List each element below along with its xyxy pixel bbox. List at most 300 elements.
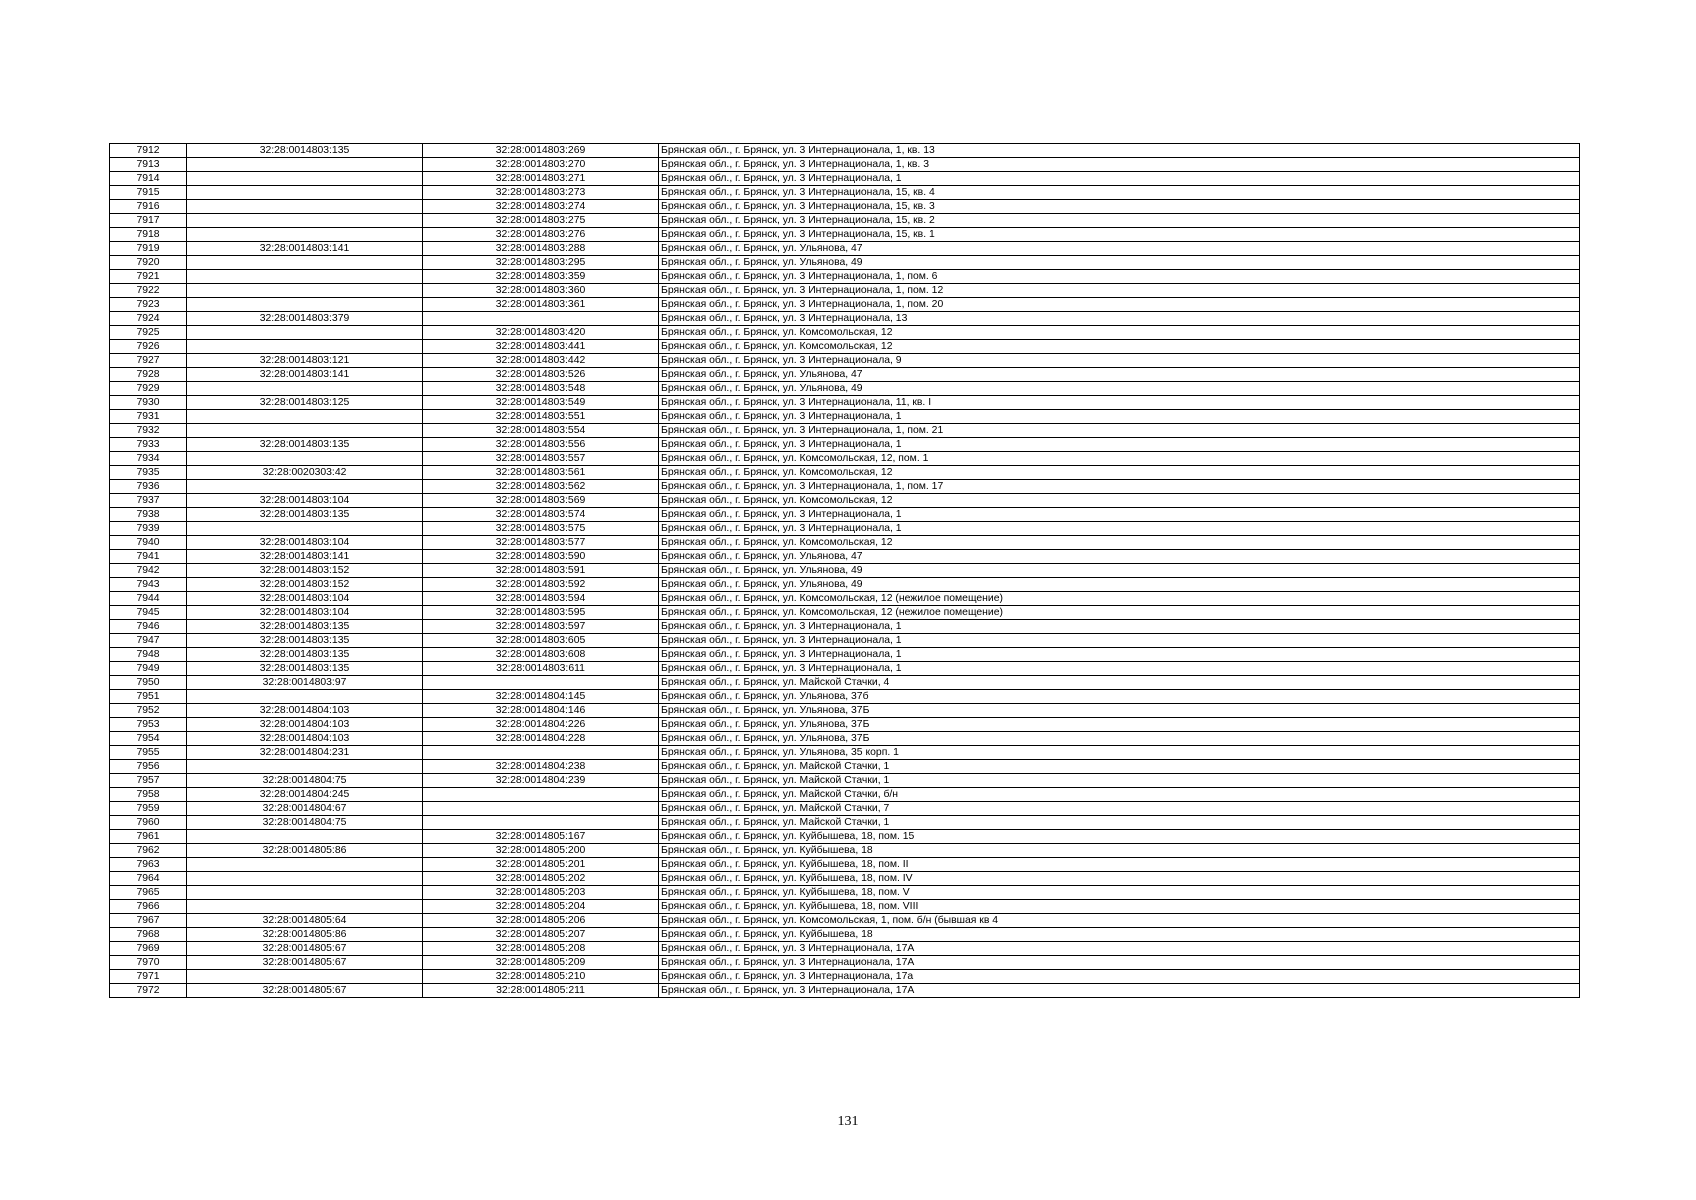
address-cell: Брянская обл., г. Брянск, ул. Ульянова, 49: [659, 564, 1580, 578]
parcel-number-cell: 32:28:0014804:67: [187, 802, 423, 816]
object-number-cell: 32:28:0014805:210: [423, 970, 659, 984]
row-number-cell: 7919: [110, 242, 187, 256]
parcel-number-cell: 32:28:0014805:86: [187, 928, 423, 942]
object-number-cell: 32:28:0014803:551: [423, 410, 659, 424]
table-row: [110, 564, 1580, 578]
table-row: [110, 186, 1580, 200]
object-number-cell: 32:28:0014803:276: [423, 228, 659, 242]
table-row: [110, 536, 1580, 550]
row-number-cell: 7963: [110, 858, 187, 872]
table-row: [110, 592, 1580, 606]
parcel-number-cell: [187, 872, 423, 886]
object-number-cell: 32:28:0014803:611: [423, 662, 659, 676]
parcel-number-cell: 32:28:0014805:67: [187, 942, 423, 956]
table-row: [110, 970, 1580, 984]
address-cell: Брянская обл., г. Брянск, ул. Куйбышева, 18, пом. II: [659, 858, 1580, 872]
table-row: [110, 256, 1580, 270]
address-cell: Брянская обл., г. Брянск, ул. 3 Интернационала, 15, кв. 1: [659, 228, 1580, 242]
row-number-cell: 7926: [110, 340, 187, 354]
table-row: [110, 732, 1580, 746]
object-number-cell: 32:28:0014803:271: [423, 172, 659, 186]
address-cell: Брянская обл., г. Брянск, ул. Куйбышева, 18, пом. V: [659, 886, 1580, 900]
table-row: [110, 886, 1580, 900]
address-cell: Брянская обл., г. Брянск, ул. 3 Интернационала, 17А: [659, 956, 1580, 970]
parcel-number-cell: 32:28:0014803:135: [187, 620, 423, 634]
parcel-number-cell: 32:28:0014804:103: [187, 718, 423, 732]
address-cell: Брянская обл., г. Брянск, ул. Ульянова, 37б: [659, 690, 1580, 704]
address-cell: Брянская обл., г. Брянск, ул. Ульянова, 35 корп. 1: [659, 746, 1580, 760]
parcel-number-cell: 32:28:0014803:104: [187, 494, 423, 508]
table-row: [110, 788, 1580, 802]
address-cell: Брянская обл., г. Брянск, ул. Ульянова, 37Б: [659, 718, 1580, 732]
row-number-cell: 7942: [110, 564, 187, 578]
address-cell: Брянская обл., г. Брянск, ул. 3 Интернационала, 17а: [659, 970, 1580, 984]
parcel-number-cell: [187, 760, 423, 774]
address-cell: Брянская обл., г. Брянск, ул. Майской Стачки, 4: [659, 676, 1580, 690]
parcel-number-cell: [187, 228, 423, 242]
object-number-cell: 32:28:0014805:204: [423, 900, 659, 914]
table-row: [110, 340, 1580, 354]
object-number-cell: 32:28:0014803:597: [423, 620, 659, 634]
row-number-cell: 7922: [110, 284, 187, 298]
address-cell: Брянская обл., г. Брянск, ул. Куйбышева, 18, пом. VIII: [659, 900, 1580, 914]
registry-table: [109, 143, 1580, 998]
address-cell: Брянская обл., г. Брянск, ул. Комсомольская, 12 (нежилое помещение): [659, 606, 1580, 620]
table-row: [110, 802, 1580, 816]
table-row: [110, 956, 1580, 970]
parcel-number-cell: [187, 690, 423, 704]
parcel-number-cell: 32:28:0014805:86: [187, 844, 423, 858]
parcel-number-cell: [187, 900, 423, 914]
address-cell: Брянская обл., г. Брянск, ул. 3 Интернационала, 1: [659, 620, 1580, 634]
address-cell: Брянская обл., г. Брянск, ул. 3 Интернационала, 1: [659, 648, 1580, 662]
object-number-cell: 32:28:0014805:208: [423, 942, 659, 956]
parcel-number-cell: 32:28:0014803:152: [187, 564, 423, 578]
object-number-cell: 32:28:0014803:441: [423, 340, 659, 354]
parcel-number-cell: [187, 270, 423, 284]
row-number-cell: 7937: [110, 494, 187, 508]
parcel-number-cell: [187, 424, 423, 438]
parcel-number-cell: 32:28:0014803:104: [187, 536, 423, 550]
parcel-number-cell: [187, 970, 423, 984]
address-cell: Брянская обл., г. Брянск, ул. 3 Интернационала, 1, пом. 20: [659, 298, 1580, 312]
parcel-number-cell: 32:28:0014804:245: [187, 788, 423, 802]
table-row: [110, 368, 1580, 382]
parcel-number-cell: 32:28:0014803:135: [187, 648, 423, 662]
object-number-cell: 32:28:0014803:275: [423, 214, 659, 228]
row-number-cell: 7966: [110, 900, 187, 914]
parcel-number-cell: [187, 858, 423, 872]
table-row: [110, 676, 1580, 690]
row-number-cell: 7941: [110, 550, 187, 564]
address-cell: Брянская обл., г. Брянск, ул. Ульянова, 37Б: [659, 732, 1580, 746]
row-number-cell: 7958: [110, 788, 187, 802]
object-number-cell: 32:28:0014803:273: [423, 186, 659, 200]
table-row: [110, 200, 1580, 214]
table-row: [110, 634, 1580, 648]
parcel-number-cell: 32:28:0014804:103: [187, 704, 423, 718]
parcel-number-cell: 32:28:0014803:97: [187, 676, 423, 690]
object-number-cell: 32:28:0014805:207: [423, 928, 659, 942]
parcel-number-cell: [187, 158, 423, 172]
address-cell: Брянская обл., г. Брянск, ул. 3 Интернационала, 1: [659, 438, 1580, 452]
row-number-cell: 7951: [110, 690, 187, 704]
parcel-number-cell: [187, 326, 423, 340]
object-number-cell: 32:28:0014804:226: [423, 718, 659, 732]
object-number-cell: 32:28:0014803:590: [423, 550, 659, 564]
parcel-number-cell: [187, 340, 423, 354]
table-row: [110, 452, 1580, 466]
parcel-number-cell: [187, 200, 423, 214]
address-cell: Брянская обл., г. Брянск, ул. 3 Интернационала, 1, кв. 3: [659, 158, 1580, 172]
object-number-cell: 32:28:0014803:269: [423, 144, 659, 158]
address-cell: Брянская обл., г. Брянск, ул. Ульянова, 37Б: [659, 704, 1580, 718]
parcel-number-cell: 32:28:0014803:379: [187, 312, 423, 326]
address-cell: Брянская обл., г. Брянск, ул. 3 Интернационала, 15, кв. 2: [659, 214, 1580, 228]
table-row: [110, 354, 1580, 368]
address-cell: Брянская обл., г. Брянск, ул. Комсомольская, 1, пом. б/н (бывшая кв 4: [659, 914, 1580, 928]
table-row: [110, 858, 1580, 872]
row-number-cell: 7964: [110, 872, 187, 886]
table-row: [110, 424, 1580, 438]
object-number-cell: 32:28:0014803:288: [423, 242, 659, 256]
address-cell: Брянская обл., г. Брянск, ул. 3 Интернационала, 9: [659, 354, 1580, 368]
address-cell: Брянская обл., г. Брянск, ул. Куйбышева, 18: [659, 844, 1580, 858]
address-cell: Брянская обл., г. Брянск, ул. Куйбышева, 18: [659, 928, 1580, 942]
address-cell: Брянская обл., г. Брянск, ул. Куйбышева, 18, пом. IV: [659, 872, 1580, 886]
address-cell: Брянская обл., г. Брянск, ул. Комсомольская, 12: [659, 536, 1580, 550]
address-cell: Брянская обл., г. Брянск, ул. Комсомольская, 12 (нежилое помещение): [659, 592, 1580, 606]
row-number-cell: 7961: [110, 830, 187, 844]
object-number-cell: 32:28:0014803:556: [423, 438, 659, 452]
table-row: [110, 746, 1580, 760]
table-row: [110, 900, 1580, 914]
row-number-cell: 7954: [110, 732, 187, 746]
row-number-cell: 7969: [110, 942, 187, 956]
address-cell: Брянская обл., г. Брянск, ул. 3 Интернационала, 1: [659, 172, 1580, 186]
object-number-cell: 32:28:0014803:591: [423, 564, 659, 578]
object-number-cell: 32:28:0014804:145: [423, 690, 659, 704]
address-cell: Брянская обл., г. Брянск, ул. 3 Интернационала, 1, кв. 13: [659, 144, 1580, 158]
object-number-cell: [423, 816, 659, 830]
table-row: [110, 382, 1580, 396]
address-cell: Брянская обл., г. Брянск, ул. 3 Интернационала, 1: [659, 522, 1580, 536]
row-number-cell: 7925: [110, 326, 187, 340]
row-number-cell: 7947: [110, 634, 187, 648]
row-number-cell: 7945: [110, 606, 187, 620]
object-number-cell: 32:28:0014803:575: [423, 522, 659, 536]
row-number-cell: 7921: [110, 270, 187, 284]
row-number-cell: 7924: [110, 312, 187, 326]
object-number-cell: 32:28:0014803:595: [423, 606, 659, 620]
object-number-cell: 32:28:0014803:561: [423, 466, 659, 480]
object-number-cell: 32:28:0014803:442: [423, 354, 659, 368]
parcel-number-cell: [187, 410, 423, 424]
parcel-number-cell: 32:28:0014804:75: [187, 816, 423, 830]
object-number-cell: 32:28:0014803:592: [423, 578, 659, 592]
table-row: [110, 760, 1580, 774]
parcel-number-cell: 32:28:0014803:104: [187, 606, 423, 620]
object-number-cell: 32:28:0014803:594: [423, 592, 659, 606]
address-cell: Брянская обл., г. Брянск, ул. 3 Интернационала, 1: [659, 634, 1580, 648]
object-number-cell: 32:28:0014803:574: [423, 508, 659, 522]
address-cell: Брянская обл., г. Брянск, ул. 3 Интернационала, 13: [659, 312, 1580, 326]
row-number-cell: 7936: [110, 480, 187, 494]
row-number-cell: 7940: [110, 536, 187, 550]
parcel-number-cell: 32:28:0014803:125: [187, 396, 423, 410]
row-number-cell: 7971: [110, 970, 187, 984]
parcel-number-cell: 32:28:0014803:135: [187, 634, 423, 648]
row-number-cell: 7946: [110, 620, 187, 634]
row-number-cell: 7928: [110, 368, 187, 382]
object-number-cell: 32:28:0014805:211: [423, 984, 659, 998]
object-number-cell: 32:28:0014803:605: [423, 634, 659, 648]
row-number-cell: 7929: [110, 382, 187, 396]
address-cell: Брянская обл., г. Брянск, ул. Куйбышева, 18, пом. 15: [659, 830, 1580, 844]
row-number-cell: 7931: [110, 410, 187, 424]
table-row: [110, 522, 1580, 536]
parcel-number-cell: 32:28:0014804:103: [187, 732, 423, 746]
address-cell: Брянская обл., г. Брянск, ул. 3 Интернационала, 11, кв. I: [659, 396, 1580, 410]
object-number-cell: 32:28:0014804:146: [423, 704, 659, 718]
row-number-cell: 7959: [110, 802, 187, 816]
object-number-cell: 32:28:0014805:203: [423, 886, 659, 900]
parcel-number-cell: 32:28:0014803:121: [187, 354, 423, 368]
row-number-cell: 7944: [110, 592, 187, 606]
row-number-cell: 7913: [110, 158, 187, 172]
parcel-number-cell: [187, 256, 423, 270]
row-number-cell: 7923: [110, 298, 187, 312]
table-row: [110, 620, 1580, 634]
object-number-cell: 32:28:0014803:361: [423, 298, 659, 312]
row-number-cell: 7933: [110, 438, 187, 452]
table-row: [110, 844, 1580, 858]
parcel-number-cell: 32:28:0014803:135: [187, 508, 423, 522]
row-number-cell: 7967: [110, 914, 187, 928]
address-cell: Брянская обл., г. Брянск, ул. Ульянова, 47: [659, 550, 1580, 564]
table-row: [110, 662, 1580, 676]
parcel-number-cell: [187, 522, 423, 536]
object-number-cell: 32:28:0014803:274: [423, 200, 659, 214]
table-row: [110, 928, 1580, 942]
row-number-cell: 7968: [110, 928, 187, 942]
object-number-cell: 32:28:0014803:554: [423, 424, 659, 438]
object-number-cell: 32:28:0014803:360: [423, 284, 659, 298]
address-cell: Брянская обл., г. Брянск, ул. Ульянова, 49: [659, 382, 1580, 396]
row-number-cell: 7939: [110, 522, 187, 536]
object-number-cell: 32:28:0014803:577: [423, 536, 659, 550]
address-cell: Брянская обл., г. Брянск, ул. 3 Интернационала, 15, кв. 4: [659, 186, 1580, 200]
parcel-number-cell: 32:28:0020303:42: [187, 466, 423, 480]
address-cell: Брянская обл., г. Брянск, ул. 3 Интернационала, 15, кв. 3: [659, 200, 1580, 214]
object-number-cell: 32:28:0014805:206: [423, 914, 659, 928]
object-number-cell: 32:28:0014803:526: [423, 368, 659, 382]
row-number-cell: 7952: [110, 704, 187, 718]
table-row: [110, 466, 1580, 480]
table-row: [110, 312, 1580, 326]
parcel-number-cell: [187, 172, 423, 186]
parcel-number-cell: 32:28:0014803:141: [187, 550, 423, 564]
parcel-number-cell: 32:28:0014803:141: [187, 368, 423, 382]
address-cell: Брянская обл., г. Брянск, ул. 3 Интернационала, 1: [659, 410, 1580, 424]
table-row: [110, 494, 1580, 508]
row-number-cell: 7938: [110, 508, 187, 522]
address-cell: Брянская обл., г. Брянск, ул. Комсомольская, 12: [659, 494, 1580, 508]
object-number-cell: 32:28:0014805:167: [423, 830, 659, 844]
row-number-cell: 7934: [110, 452, 187, 466]
address-cell: Брянская обл., г. Брянск, ул. Майской Стачки, 1: [659, 816, 1580, 830]
object-number-cell: [423, 802, 659, 816]
row-number-cell: 7914: [110, 172, 187, 186]
table-row: [110, 172, 1580, 186]
parcel-number-cell: 32:28:0014805:67: [187, 984, 423, 998]
row-number-cell: 7962: [110, 844, 187, 858]
address-cell: Брянская обл., г. Брянск, ул. Ульянова, 49: [659, 578, 1580, 592]
table-row: [110, 508, 1580, 522]
address-cell: Брянская обл., г. Брянск, ул. Ульянова, 47: [659, 242, 1580, 256]
object-number-cell: 32:28:0014805:202: [423, 872, 659, 886]
object-number-cell: 32:28:0014803:359: [423, 270, 659, 284]
parcel-number-cell: [187, 298, 423, 312]
row-number-cell: 7927: [110, 354, 187, 368]
table-row: [110, 396, 1580, 410]
object-number-cell: 32:28:0014803:549: [423, 396, 659, 410]
object-number-cell: 32:28:0014804:238: [423, 760, 659, 774]
row-number-cell: 7956: [110, 760, 187, 774]
address-cell: Брянская обл., г. Брянск, ул. 3 Интернационала, 17А: [659, 942, 1580, 956]
parcel-number-cell: 32:28:0014803:135: [187, 438, 423, 452]
parcel-number-cell: 32:28:0014803:141: [187, 242, 423, 256]
table-row: [110, 298, 1580, 312]
table-row: [110, 270, 1580, 284]
address-cell: Брянская обл., г. Брянск, ул. Майской Стачки, 1: [659, 774, 1580, 788]
row-number-cell: 7915: [110, 186, 187, 200]
object-number-cell: [423, 312, 659, 326]
address-cell: Брянская обл., г. Брянск, ул. Майской Стачки, 7: [659, 802, 1580, 816]
parcel-number-cell: [187, 480, 423, 494]
table-row: [110, 242, 1580, 256]
address-cell: Брянская обл., г. Брянск, ул. Майской Стачки, б/н: [659, 788, 1580, 802]
address-cell: Брянская обл., г. Брянск, ул. 3 Интернационала, 1: [659, 508, 1580, 522]
table-body: [110, 144, 1580, 998]
address-cell: Брянская обл., г. Брянск, ул. Комсомольская, 12: [659, 340, 1580, 354]
row-number-cell: 7957: [110, 774, 187, 788]
table-row: [110, 648, 1580, 662]
address-cell: Брянская обл., г. Брянск, ул. Комсомольская, 12, пом. 1: [659, 452, 1580, 466]
page-number: 131: [837, 1114, 859, 1129]
address-cell: Брянская обл., г. Брянск, ул. 3 Интернационала, 1, пом. 17: [659, 480, 1580, 494]
table-row: [110, 914, 1580, 928]
address-cell: Брянская обл., г. Брянск, ул. 3 Интернационала, 17А: [659, 984, 1580, 998]
parcel-number-cell: 32:28:0014803:135: [187, 144, 423, 158]
row-number-cell: 7918: [110, 228, 187, 242]
row-number-cell: 7972: [110, 984, 187, 998]
row-number-cell: 7935: [110, 466, 187, 480]
table-row: [110, 214, 1580, 228]
object-number-cell: 32:28:0014803:569: [423, 494, 659, 508]
row-number-cell: 7960: [110, 816, 187, 830]
parcel-number-cell: [187, 382, 423, 396]
object-number-cell: 32:28:0014803:562: [423, 480, 659, 494]
row-number-cell: 7932: [110, 424, 187, 438]
table-row: [110, 578, 1580, 592]
object-number-cell: 32:28:0014804:228: [423, 732, 659, 746]
object-number-cell: 32:28:0014803:270: [423, 158, 659, 172]
table-row: [110, 942, 1580, 956]
object-number-cell: 32:28:0014805:200: [423, 844, 659, 858]
parcel-number-cell: [187, 284, 423, 298]
table-row: [110, 410, 1580, 424]
parcel-number-cell: 32:28:0014804:231: [187, 746, 423, 760]
table-row: [110, 830, 1580, 844]
object-number-cell: [423, 746, 659, 760]
parcel-number-cell: 32:28:0014803:152: [187, 578, 423, 592]
table-row: [110, 228, 1580, 242]
address-cell: Брянская обл., г. Брянск, ул. 3 Интернационала, 1, пом. 12: [659, 284, 1580, 298]
parcel-number-cell: [187, 214, 423, 228]
table-row: [110, 550, 1580, 564]
table-row: [110, 144, 1580, 158]
table-row: [110, 984, 1580, 998]
table-row: [110, 816, 1580, 830]
table-row: [110, 606, 1580, 620]
object-number-cell: 32:28:0014803:608: [423, 648, 659, 662]
row-number-cell: 7917: [110, 214, 187, 228]
table-row: [110, 718, 1580, 732]
row-number-cell: 7955: [110, 746, 187, 760]
row-number-cell: 7930: [110, 396, 187, 410]
row-number-cell: 7949: [110, 662, 187, 676]
parcel-number-cell: 32:28:0014805:67: [187, 956, 423, 970]
parcel-number-cell: [187, 186, 423, 200]
address-cell: Брянская обл., г. Брянск, ул. 3 Интернационала, 1, пом. 21: [659, 424, 1580, 438]
table-row: [110, 704, 1580, 718]
object-number-cell: 32:28:0014803:557: [423, 452, 659, 466]
table-row: [110, 284, 1580, 298]
address-cell: Брянская обл., г. Брянск, ул. Ульянова, 49: [659, 256, 1580, 270]
table-row: [110, 326, 1580, 340]
table-row: [110, 872, 1580, 886]
address-cell: Брянская обл., г. Брянск, ул. 3 Интернационала, 1: [659, 662, 1580, 676]
parcel-number-cell: 32:28:0014803:135: [187, 662, 423, 676]
row-number-cell: 7943: [110, 578, 187, 592]
row-number-cell: 7970: [110, 956, 187, 970]
address-cell: Брянская обл., г. Брянск, ул. Ульянова, 47: [659, 368, 1580, 382]
table-row: [110, 774, 1580, 788]
object-number-cell: [423, 676, 659, 690]
parcel-number-cell: 32:28:0014803:104: [187, 592, 423, 606]
parcel-number-cell: [187, 452, 423, 466]
object-number-cell: 32:28:0014803:548: [423, 382, 659, 396]
parcel-number-cell: [187, 830, 423, 844]
table-row: [110, 158, 1580, 172]
parcel-number-cell: 32:28:0014804:75: [187, 774, 423, 788]
row-number-cell: 7912: [110, 144, 187, 158]
address-cell: Брянская обл., г. Брянск, ул. 3 Интернационала, 1, пом. 6: [659, 270, 1580, 284]
table-row: [110, 690, 1580, 704]
object-number-cell: 32:28:0014804:239: [423, 774, 659, 788]
row-number-cell: 7948: [110, 648, 187, 662]
object-number-cell: 32:28:0014805:201: [423, 858, 659, 872]
table-row: [110, 438, 1580, 452]
row-number-cell: 7965: [110, 886, 187, 900]
table-row: [110, 480, 1580, 494]
parcel-number-cell: [187, 886, 423, 900]
object-number-cell: 32:28:0014805:209: [423, 956, 659, 970]
address-cell: Брянская обл., г. Брянск, ул. Майской Стачки, 1: [659, 760, 1580, 774]
object-number-cell: 32:28:0014803:295: [423, 256, 659, 270]
row-number-cell: 7920: [110, 256, 187, 270]
